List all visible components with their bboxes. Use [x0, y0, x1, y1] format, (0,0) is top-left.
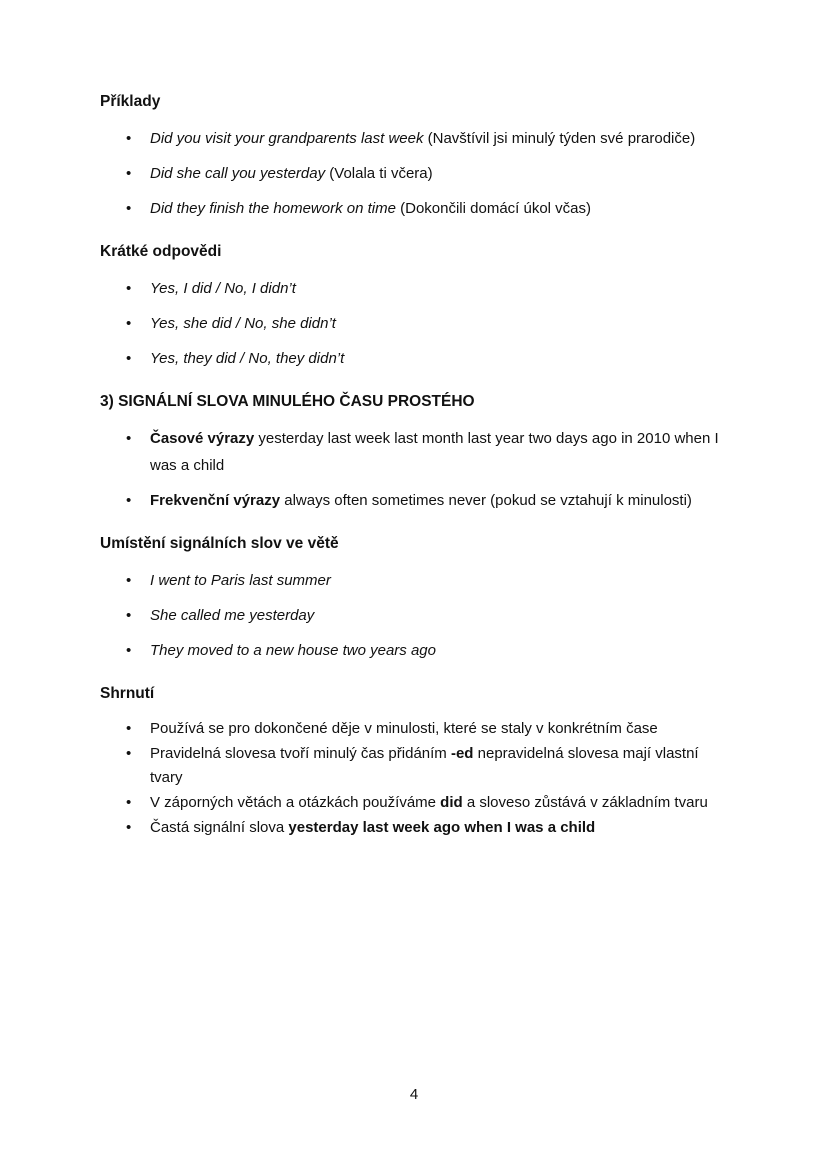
heading-shrnuti: Shrnutí	[100, 684, 155, 702]
sentence-example: She called me yesterday	[150, 606, 315, 624]
summary-pre: Častá signální slova	[150, 818, 289, 836]
short-answer: Yes, I did / No, I didn’t	[150, 279, 296, 297]
list-item	[100, 275, 732, 302]
summary-bold: did	[440, 793, 463, 811]
example-english: Did you visit your grandparents last week	[150, 129, 428, 147]
sentence-example: They moved to a new house two years ago	[150, 641, 436, 659]
summary-bold: yesterday last week ago when I was a child	[288, 818, 596, 836]
list-item	[100, 345, 732, 372]
short-answer: Yes, she did / No, she didn’t	[150, 314, 336, 332]
list-item	[100, 717, 732, 741]
list-item	[100, 742, 732, 790]
example-czech: (Navštívil jsi minulý týden své prarodiče)	[427, 129, 696, 147]
summary-pre: Používá se pro dokončené děje v minulosti, které se staly v konkrétním čase	[150, 719, 658, 737]
summary-post: a sloveso zůstává v základním tvaru	[462, 793, 708, 811]
term-lead: Časové výrazy	[150, 429, 255, 447]
list-item	[100, 567, 732, 594]
list-shrnuti	[100, 717, 732, 840]
list-item	[100, 160, 732, 187]
document-content	[100, 92, 732, 840]
heading-umisteni: Umístění signálních slov ve větě	[100, 534, 339, 552]
summary-pre: Pravidelná slovesa tvoří minulý čas přidáním	[150, 744, 451, 762]
list-item	[100, 487, 732, 514]
heading-kratke-odpovedi: Krátké odpovědi	[100, 242, 222, 260]
summary-pre: V záporných větách a otázkách používáme	[150, 793, 441, 811]
list-item	[100, 310, 732, 337]
short-answer: Yes, they did / No, they didn’t	[150, 349, 345, 367]
term-lead: Frekvenční výrazy	[150, 491, 281, 509]
example-czech: (Volala ti včera)	[329, 164, 433, 182]
example-english: Did they finish the homework on time	[150, 199, 401, 217]
list-item	[100, 791, 732, 815]
heading-priklady: Příklady	[100, 93, 161, 110]
list-signalni-slova	[100, 425, 732, 514]
heading-signalni-slova: 3) SIGNÁLNÍ SLOVA MINULÉHO ČASU PROSTÉHO	[100, 392, 475, 410]
list-item	[100, 195, 732, 222]
list-umisteni	[100, 567, 732, 664]
example-english: Did she call you yesterday	[150, 164, 330, 182]
list-item	[100, 425, 732, 479]
sentence-example: I went to Paris last summer	[150, 571, 331, 589]
page-number: 4	[409, 1086, 419, 1103]
term-rest: always often sometimes never (pokud se vztahují k minulosti)	[280, 491, 692, 509]
list-item	[100, 816, 732, 840]
example-czech: (Dokončili domácí úkol včas)	[400, 199, 592, 217]
list-item	[100, 602, 732, 629]
list-kratke-odpovedi	[100, 275, 732, 372]
summary-bold: -ed	[450, 744, 474, 762]
list-priklady	[100, 125, 732, 222]
list-item	[100, 125, 732, 152]
term-rest: yesterday last week last month last year two days ago in 2010 when I was a child	[150, 429, 719, 474]
summary-post: nepravidelná slovesa mají vlastní tvary	[150, 744, 699, 786]
list-item	[100, 637, 732, 664]
